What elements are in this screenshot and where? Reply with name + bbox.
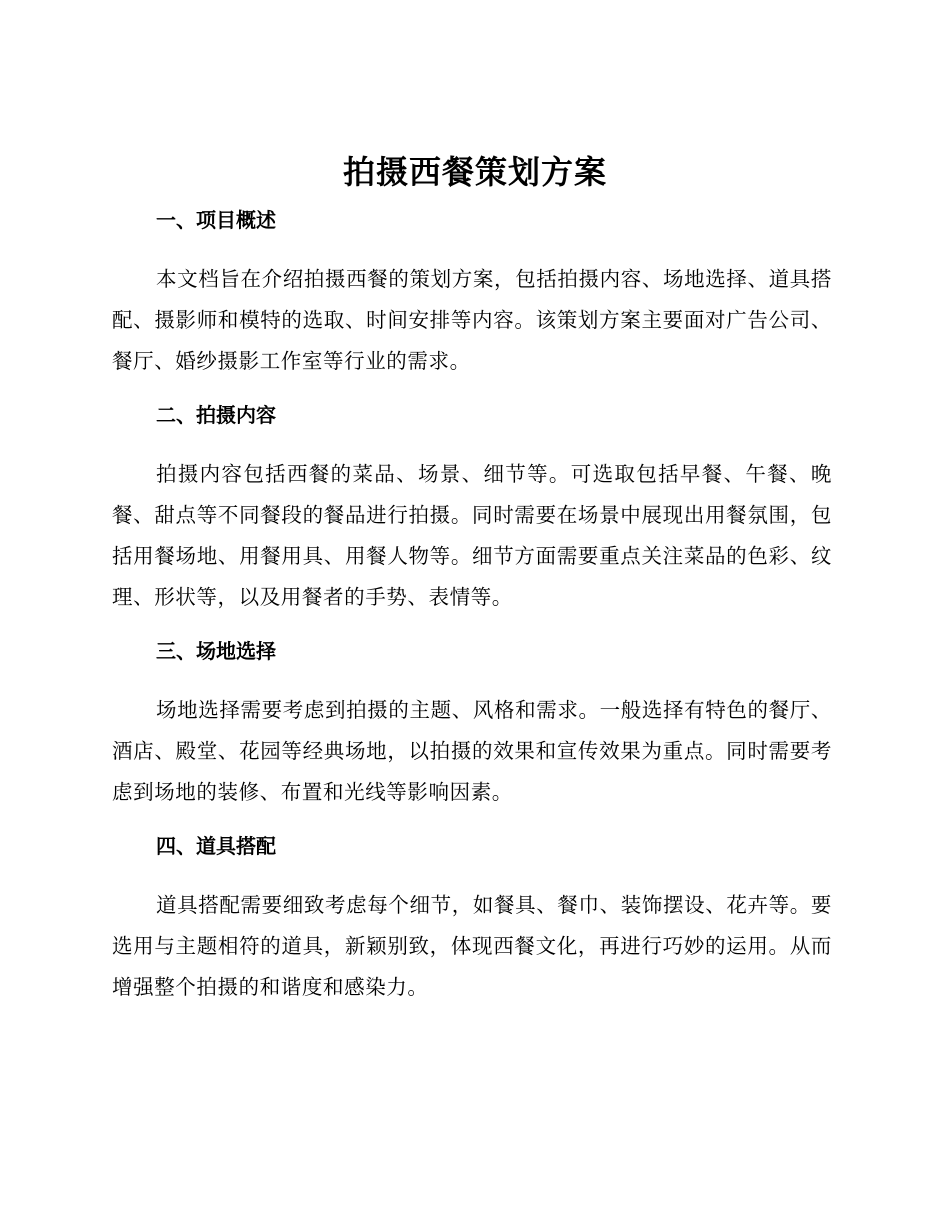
section-heading: 一、项目概述 bbox=[156, 208, 276, 232]
section-venue-selection bbox=[112, 636, 832, 813]
section-paragraph: 拍摄内容包括西餐的菜品、场景、细节等。可选取包括早餐、午餐、晚餐、甜点等不同餐段的餐品进行拍摄。同时需要在场景中展现出用餐氛围，包括用餐场地、用餐用具、用餐人物等。细节方面需要重点关注菜品的色彩、纹理、形状等，以及用餐者的手势、表情等。 bbox=[112, 462, 832, 609]
section-paragraph: 本文档旨在介绍拍摄西餐的策划方案，包括拍摄内容、场地选择、道具搭配、摄影师和模特的选取、时间安排等内容。该策划方案主要面对广告公司、餐厅、婚纱摄影工作室等行业的需求。 bbox=[112, 267, 832, 373]
section-heading: 三、场地选择 bbox=[156, 639, 276, 663]
section-project-overview bbox=[112, 205, 832, 382]
section-props-matching bbox=[112, 831, 832, 1008]
section-paragraph: 场地选择需要考虑到拍摄的主题、风格和需求。一般选择有特色的餐厅、酒店、殿堂、花园等经典场地，以拍摄的效果和宣传效果为重点。同时需要考虑到场地的装修、布置和光线等影响因素。 bbox=[112, 698, 832, 804]
document-title: 拍摄西餐策划方案 bbox=[342, 153, 607, 191]
section-paragraph: 道具搭配需要细致考虑每个细节，如餐具、餐巾、装饰摆设、花卉等。要选用与主题相符的道具，新颖别致，体现西餐文化，再进行巧妙的运用。从而增强整个拍摄的和谐度和感染力。 bbox=[112, 893, 832, 999]
section-heading: 二、拍摄内容 bbox=[156, 403, 276, 427]
section-heading: 四、道具搭配 bbox=[156, 834, 276, 858]
section-shooting-content bbox=[112, 400, 832, 618]
